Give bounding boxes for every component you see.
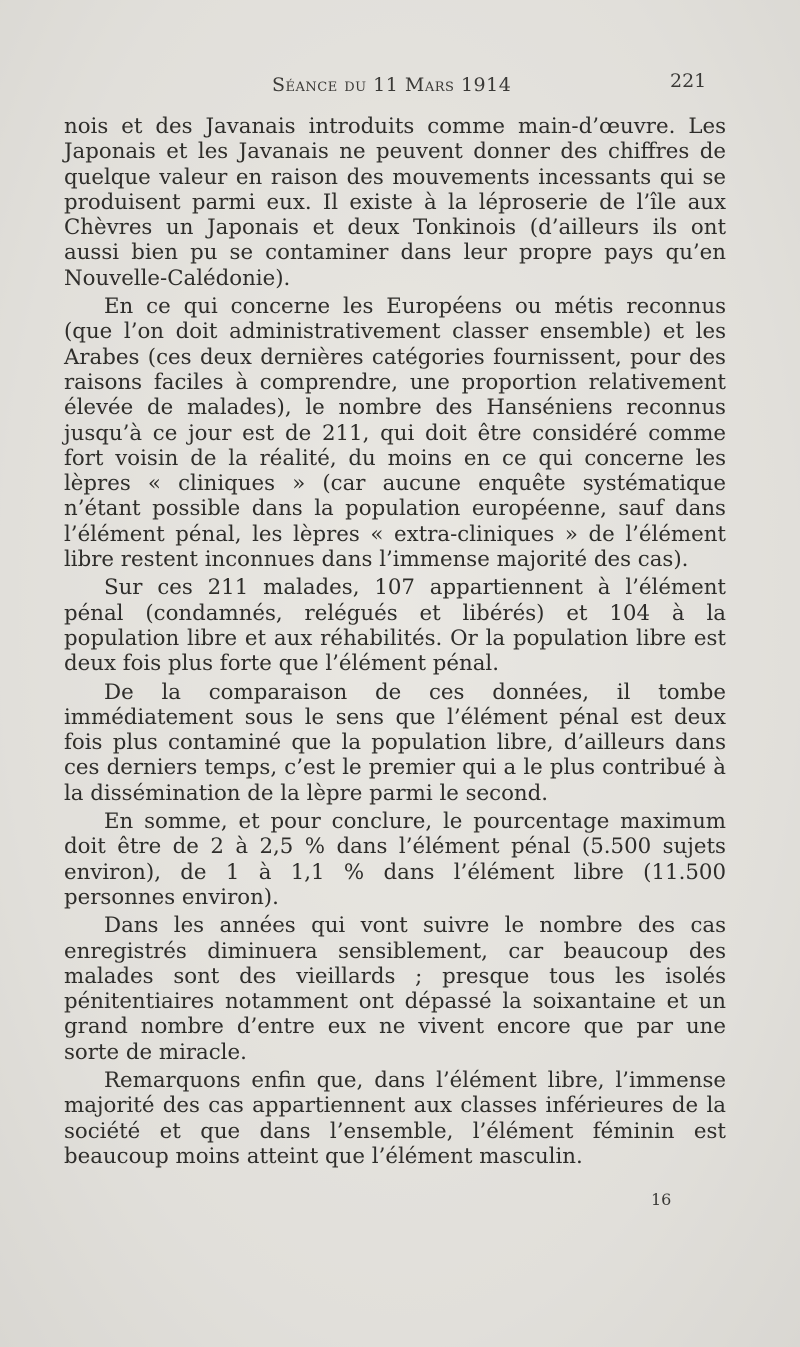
paragraph: Dans les années qui vont suivre le nombre des cas enregistrés diminuera sensiblement, car beaucoup des malades sont des vieillards ; presque tous les isolés pénitentiaires notamment ont dépassé la soixantaine et un grand nombre d’entre eux ne vivent encore que par une sorte de miracle. — [64, 913, 726, 1065]
body-text — [64, 114, 726, 1169]
running-title: Séance du 11 Mars 1914 — [272, 74, 512, 96]
page-number: 221 — [670, 70, 707, 92]
paragraph: De la comparaison de ces données, il tombe immédiatement sous le sens que l’élément pénal est deux fois plus contaminé que la population libre, d’ailleurs dans ces derniers temps, c’est le premier qui a le plus contribué à la dissémination de la lèpre parmi le second. — [64, 679, 726, 806]
paragraph: Sur ces 211 malades, 107 appartiennent à l’élément pénal (condamnés, relégués et libérés) et 104 à la population libre et aux réhabilités. Or la population libre est deux fois plus forte que l’élément pénal. — [64, 575, 726, 677]
page-header — [0, 70, 800, 104]
signature-mark: 16 — [651, 1190, 672, 1209]
paragraph: En ce qui concerne les Européens ou métis reconnus (que l’on doit administrativement classer ensemble) et les Arabes (ces deux dernières catégories fournissent, pour des raisons faciles à comprendre, une proportion relativement élevée de malades), le nombre des Hanséniens reconnus jusqu’à ce jour est de 211, qui doit être considéré comme fort voisin de la réalité, du moins en ce qui concerne les lèpres « cliniques » (car aucune enquête systématique n’étant possible dans la population européenne, sauf dans l’élément pénal, les lèpres « extra-cliniques » de l’élément libre restent inconnues dans l’immense majorité des cas). — [64, 294, 726, 573]
paragraph: Remarquons enfin que, dans l’élément libre, l’immense majorité des cas appartiennent aux classes inférieures de la société et que dans l’ensemble, l’élément féminin est beaucoup moins atteint que l’élément masculin. — [64, 1067, 726, 1169]
paragraph: En somme, et pour conclure, le pourcentage maximum doit être de 2 à 2,5 % dans l’élément pénal (5.500 sujets environ), de 1 à 1,1 % dans l’élément libre (11.500 personnes environ). — [64, 809, 726, 910]
paragraph: nois et des Javanais introduits comme main-d’œuvre. Les Japonais et les Javanais ne peuvent donner des chiffres de quelque valeur en raison des mouvements incessants qui se produisent parmi eux. Il existe à la léproserie de l’île aux Chèvres un Japonais et deux Tonkinois (d’ailleurs ils ont aussi bien pu se contaminer dans leur propre pays qu’en Nouvelle-Calédonie). — [64, 114, 726, 291]
